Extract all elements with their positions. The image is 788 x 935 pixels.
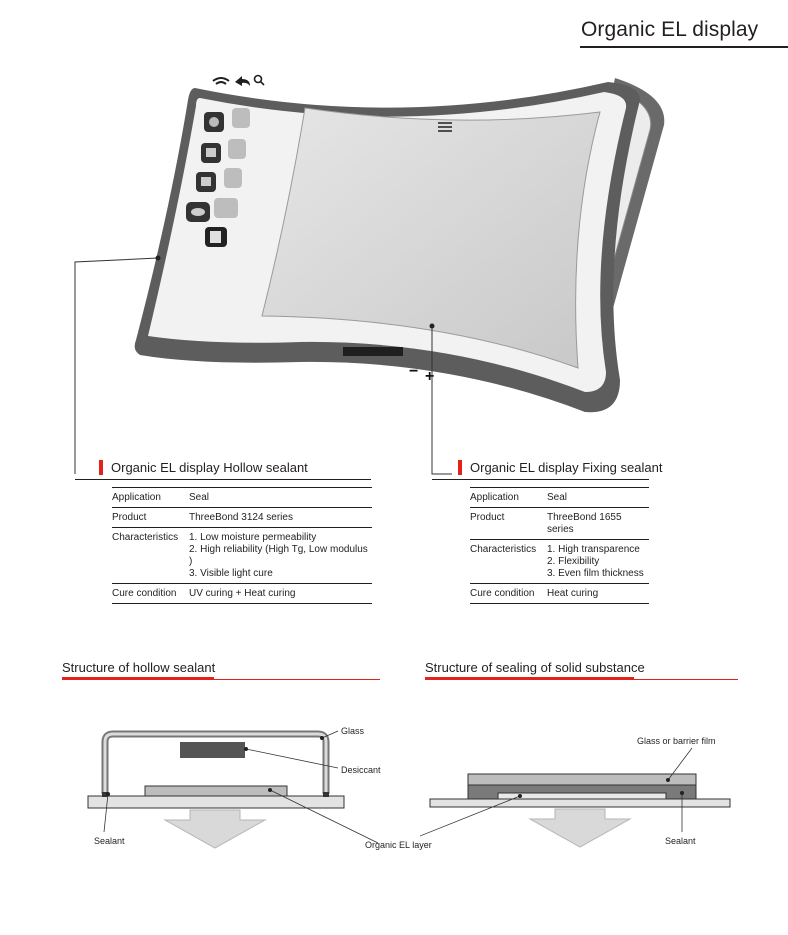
characteristic-line: 1. High transparence xyxy=(547,544,640,555)
flexible-display-illustration xyxy=(0,60,788,480)
hollow-sealant-label: Sealant xyxy=(94,836,125,846)
search-icon xyxy=(255,76,265,86)
sealant-right xyxy=(323,792,329,797)
organic-el-layer xyxy=(498,793,666,799)
table-row xyxy=(470,508,649,540)
table-row xyxy=(112,488,372,508)
table-row xyxy=(470,584,649,604)
characteristic-line: 3. Visible light cure xyxy=(189,568,273,579)
characteristic-line: 3. Even film thickness xyxy=(547,568,644,579)
table-row xyxy=(470,488,649,508)
characteristic-line: 2. High reliability (High Tg, Low modulus ) xyxy=(189,544,368,567)
organic-el-label: Organic EL layer xyxy=(365,840,432,850)
down-arrow xyxy=(165,810,265,848)
hollow-structure-rule xyxy=(214,679,380,680)
spec-value: Seal xyxy=(547,488,649,508)
spec-value: Seal xyxy=(189,488,372,508)
fixing-title-rule xyxy=(432,479,649,480)
volume-bar xyxy=(343,347,403,356)
characteristic-line: 2. Flexibility xyxy=(547,556,600,567)
title-rule xyxy=(580,46,788,48)
plus-control: + xyxy=(425,368,435,385)
back-icon xyxy=(235,76,250,86)
solid-structure-title: Structure of sealing of solid substance xyxy=(425,660,645,675)
spec-key: Cure condition xyxy=(112,584,189,604)
page-title: Organic EL display xyxy=(581,18,759,41)
spec-key: Characteristics xyxy=(112,528,189,584)
hollow-spec-title: Organic EL display Hollow sealant xyxy=(111,460,308,475)
hollow-structure-underline xyxy=(62,677,214,680)
hollow-title-rule xyxy=(75,479,371,480)
hollow-accent-bar xyxy=(99,460,103,475)
substrate xyxy=(430,799,730,807)
table-row xyxy=(112,508,372,528)
spec-value: UV curing + Heat curing xyxy=(189,584,372,604)
fixing-accent-bar xyxy=(458,460,462,475)
spec-key: Application xyxy=(112,488,189,508)
table-row xyxy=(112,584,372,604)
solid-structure-underline xyxy=(425,677,634,680)
wifi-icon xyxy=(213,78,229,84)
hollow-structure-title: Structure of hollow sealant xyxy=(62,660,216,675)
hollow-structure-diagram xyxy=(60,720,460,890)
glass-film-label: Glass or barrier film xyxy=(637,736,716,746)
spec-key: Application xyxy=(470,488,547,508)
desiccant xyxy=(180,742,245,758)
table-row xyxy=(112,528,372,584)
spec-value: ThreeBond 1655 series xyxy=(547,508,649,540)
solid-structure-diagram xyxy=(420,720,760,890)
glass-label: Glass xyxy=(341,726,365,736)
leader-dot-frame xyxy=(156,256,161,261)
minus-control: − xyxy=(409,363,419,380)
spec-key: Cure condition xyxy=(470,584,547,604)
solid-structure-rule xyxy=(634,679,738,680)
spec-value: ThreeBond 3124 series xyxy=(189,508,372,528)
glass-barrier-film xyxy=(468,774,696,785)
solid-sealant-label: Sealant xyxy=(665,836,696,846)
characteristic-line: 1. Low moisture permeability xyxy=(189,532,317,543)
substrate xyxy=(88,796,344,808)
organic-el-layer xyxy=(145,786,287,796)
spec-key: Product xyxy=(470,508,547,540)
spec-value xyxy=(547,540,649,584)
desiccant-label: Desiccant xyxy=(341,765,381,775)
down-arrow xyxy=(530,809,630,847)
fixing-spec-table xyxy=(470,487,649,604)
leader-dot-screen xyxy=(430,324,435,329)
spec-key: Product xyxy=(112,508,189,528)
spec-key: Characteristics xyxy=(470,540,547,584)
hollow-spec-table xyxy=(112,487,372,604)
fixing-spec-title: Organic EL display Fixing sealant xyxy=(470,460,663,475)
spec-value: Heat curing xyxy=(547,584,649,604)
table-row xyxy=(470,540,649,584)
spec-value xyxy=(189,528,372,584)
